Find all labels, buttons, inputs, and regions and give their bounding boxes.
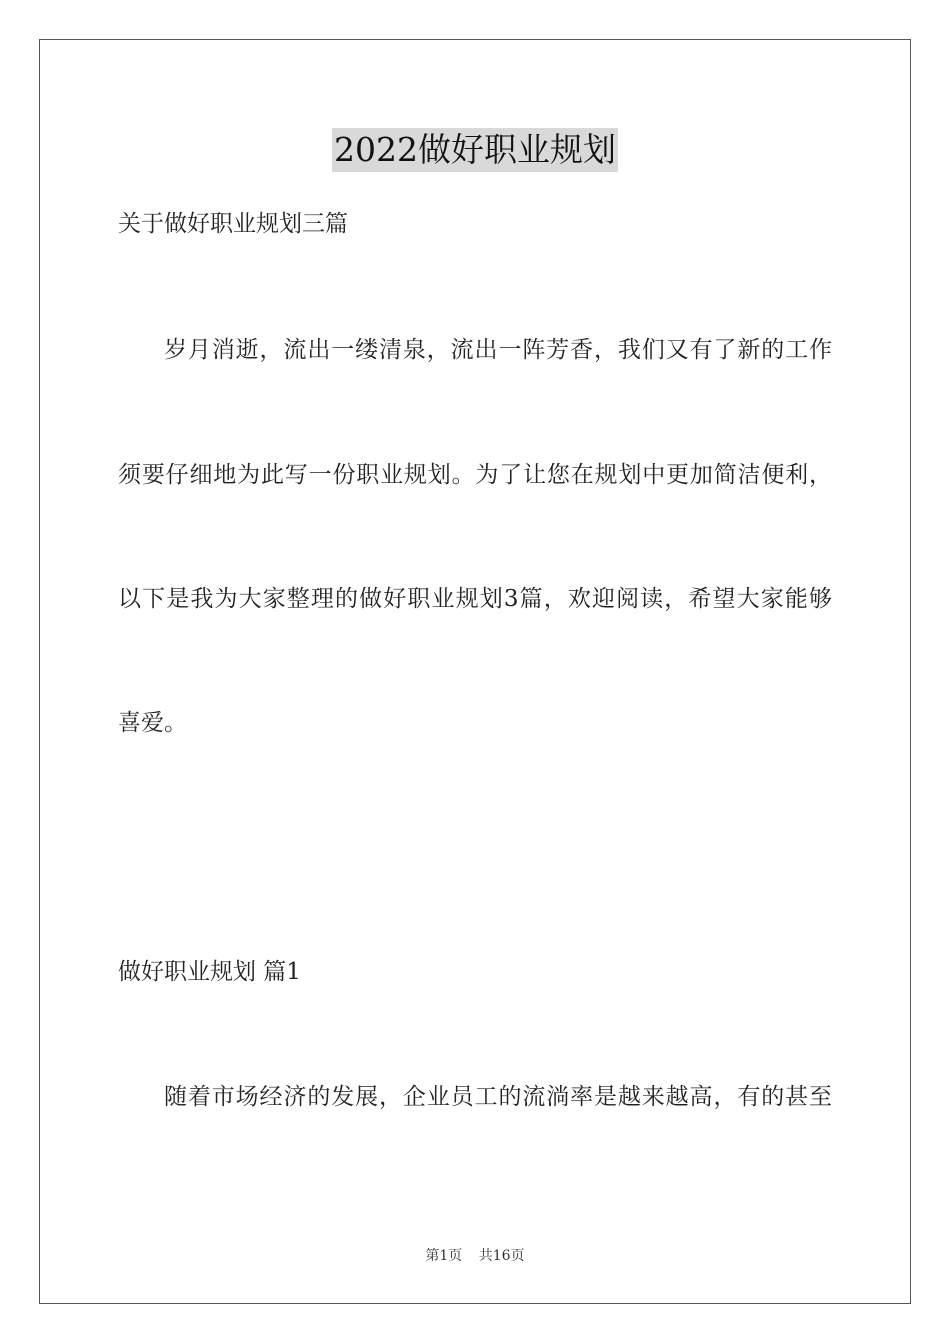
document-title: 2022做好职业规划 [332,128,618,172]
page-footer [0,1247,950,1265]
title-container [0,128,950,172]
document-subtitle: 关于做好职业规划三篇 [118,211,348,237]
page-total: 共16页 [478,1248,525,1264]
section-line-1: 随着市场经济的发展，企业员工的流淌率是越来越高，有的甚至 [164,1084,832,1110]
page-number: 第1页 [425,1248,463,1264]
intro-line-3: 以下是我为大家整理的做好职业规划3篇，欢迎阅读，希望大家能够 [118,586,832,612]
section-heading: 做好职业规划 篇1 [118,959,301,985]
intro-line-2: 须要仔细地为此写一份职业规划。为了让您在规划中更加简洁便利， [118,462,832,488]
intro-line-1: 岁月消逝，流出一缕清泉，流出一阵芳香，我们又有了新的工作 [164,337,832,363]
intro-line-4: 喜爱。 [118,710,187,736]
